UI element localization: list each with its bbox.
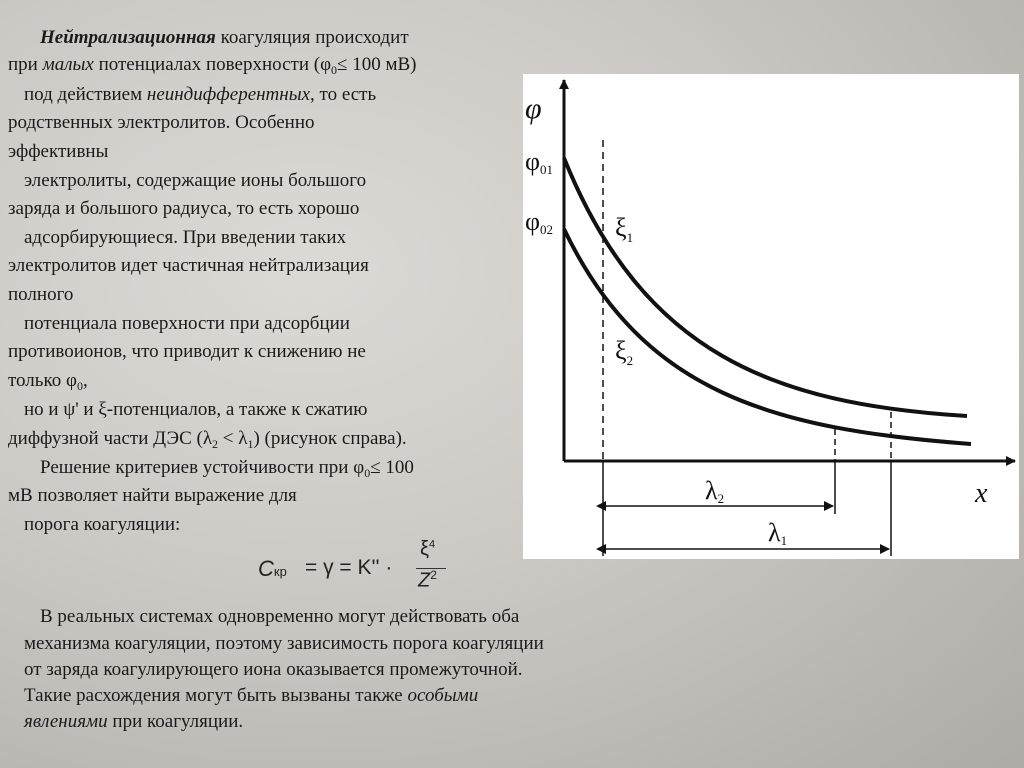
formula-denominator: $Z^2$: [418, 568, 437, 592]
lambda1-label: λ1: [768, 518, 788, 548]
para1-line-5: эффективны: [8, 141, 109, 162]
para1-line-11: потенциала поверхности при адсорбции: [24, 313, 350, 334]
para1-line-9: электролитов идет частичная нейтрализация: [8, 255, 369, 276]
para2-line-5: явлениями при коагуляции.: [24, 711, 244, 732]
formula-lhs: Cкр: [258, 556, 287, 581]
para2-line-4: Такие расхождения могут быть вызваны также особыми: [24, 685, 479, 706]
para2-line-2: механизма коагуляции, поэтому зависимость порога коагуляции: [24, 633, 544, 654]
para1-line-1: Нейтрализационная коагуляция происходит: [40, 27, 409, 48]
para1-line-7: заряда и большого радиуса, то есть хорошо: [8, 198, 360, 219]
para1-line-13: только $\varphi_0$,: [8, 370, 88, 393]
para1-line-12: противоионов, что приводит к снижению не: [8, 341, 366, 362]
potential-decay-svg: [523, 74, 1019, 559]
para1-line-14: но и ψ' и ξ-потенциалов, а также к сжатию: [24, 399, 368, 420]
para1-line-4: родственных электролитов. Особенно: [8, 112, 315, 133]
para1-line-6: электролиты, содержащие ионы большого: [24, 170, 367, 191]
formula-numerator: $\xi^4$: [420, 538, 436, 560]
x-axis-label: x: [975, 478, 988, 509]
potential-decay-figure: [523, 74, 1019, 559]
term-neutralization: Нейтрализационная: [40, 27, 216, 48]
y-axis-label: φ: [525, 92, 542, 125]
phi02-label: φ02: [525, 207, 554, 237]
para1-line-16: Решение критериев устойчивости при $\varphi_0\le 100$: [40, 457, 414, 480]
xi1-label: $\xi_1$: [615, 213, 634, 245]
lambda2-label: λ2: [705, 476, 725, 506]
coagulation-threshold-formula: [258, 538, 458, 596]
para1-line-18: порога коагуляции:: [24, 514, 181, 535]
formula-equals: = γ = K'' ·: [305, 556, 393, 579]
para1-line-17: мВ позволяет найти выражение для: [8, 485, 297, 506]
curve-xi1: [564, 158, 967, 416]
para2-line-1: В реальных системах одновременно могут действовать оба: [40, 606, 520, 627]
para1-line-3: под действием неиндифферентных, то есть: [24, 84, 377, 105]
para1-line-2: при малых потенциалах поверхности ($\varphi_0\le 100$ мВ): [8, 54, 417, 77]
xi2-label: $\xi_2$: [615, 336, 634, 368]
para1-line-10: полного: [8, 284, 74, 305]
para1-line-15: диффузной части ДЭС $(\lambda_2 < \lambda_1)$ (рисунок справа).: [8, 428, 407, 451]
para1-line-8: адсорбирующиеся. При введении таких: [24, 227, 347, 248]
phi01-label: φ01: [525, 147, 554, 177]
para2-line-3: от заряда коагулирующего иона оказывается промежуточной.: [24, 659, 523, 680]
